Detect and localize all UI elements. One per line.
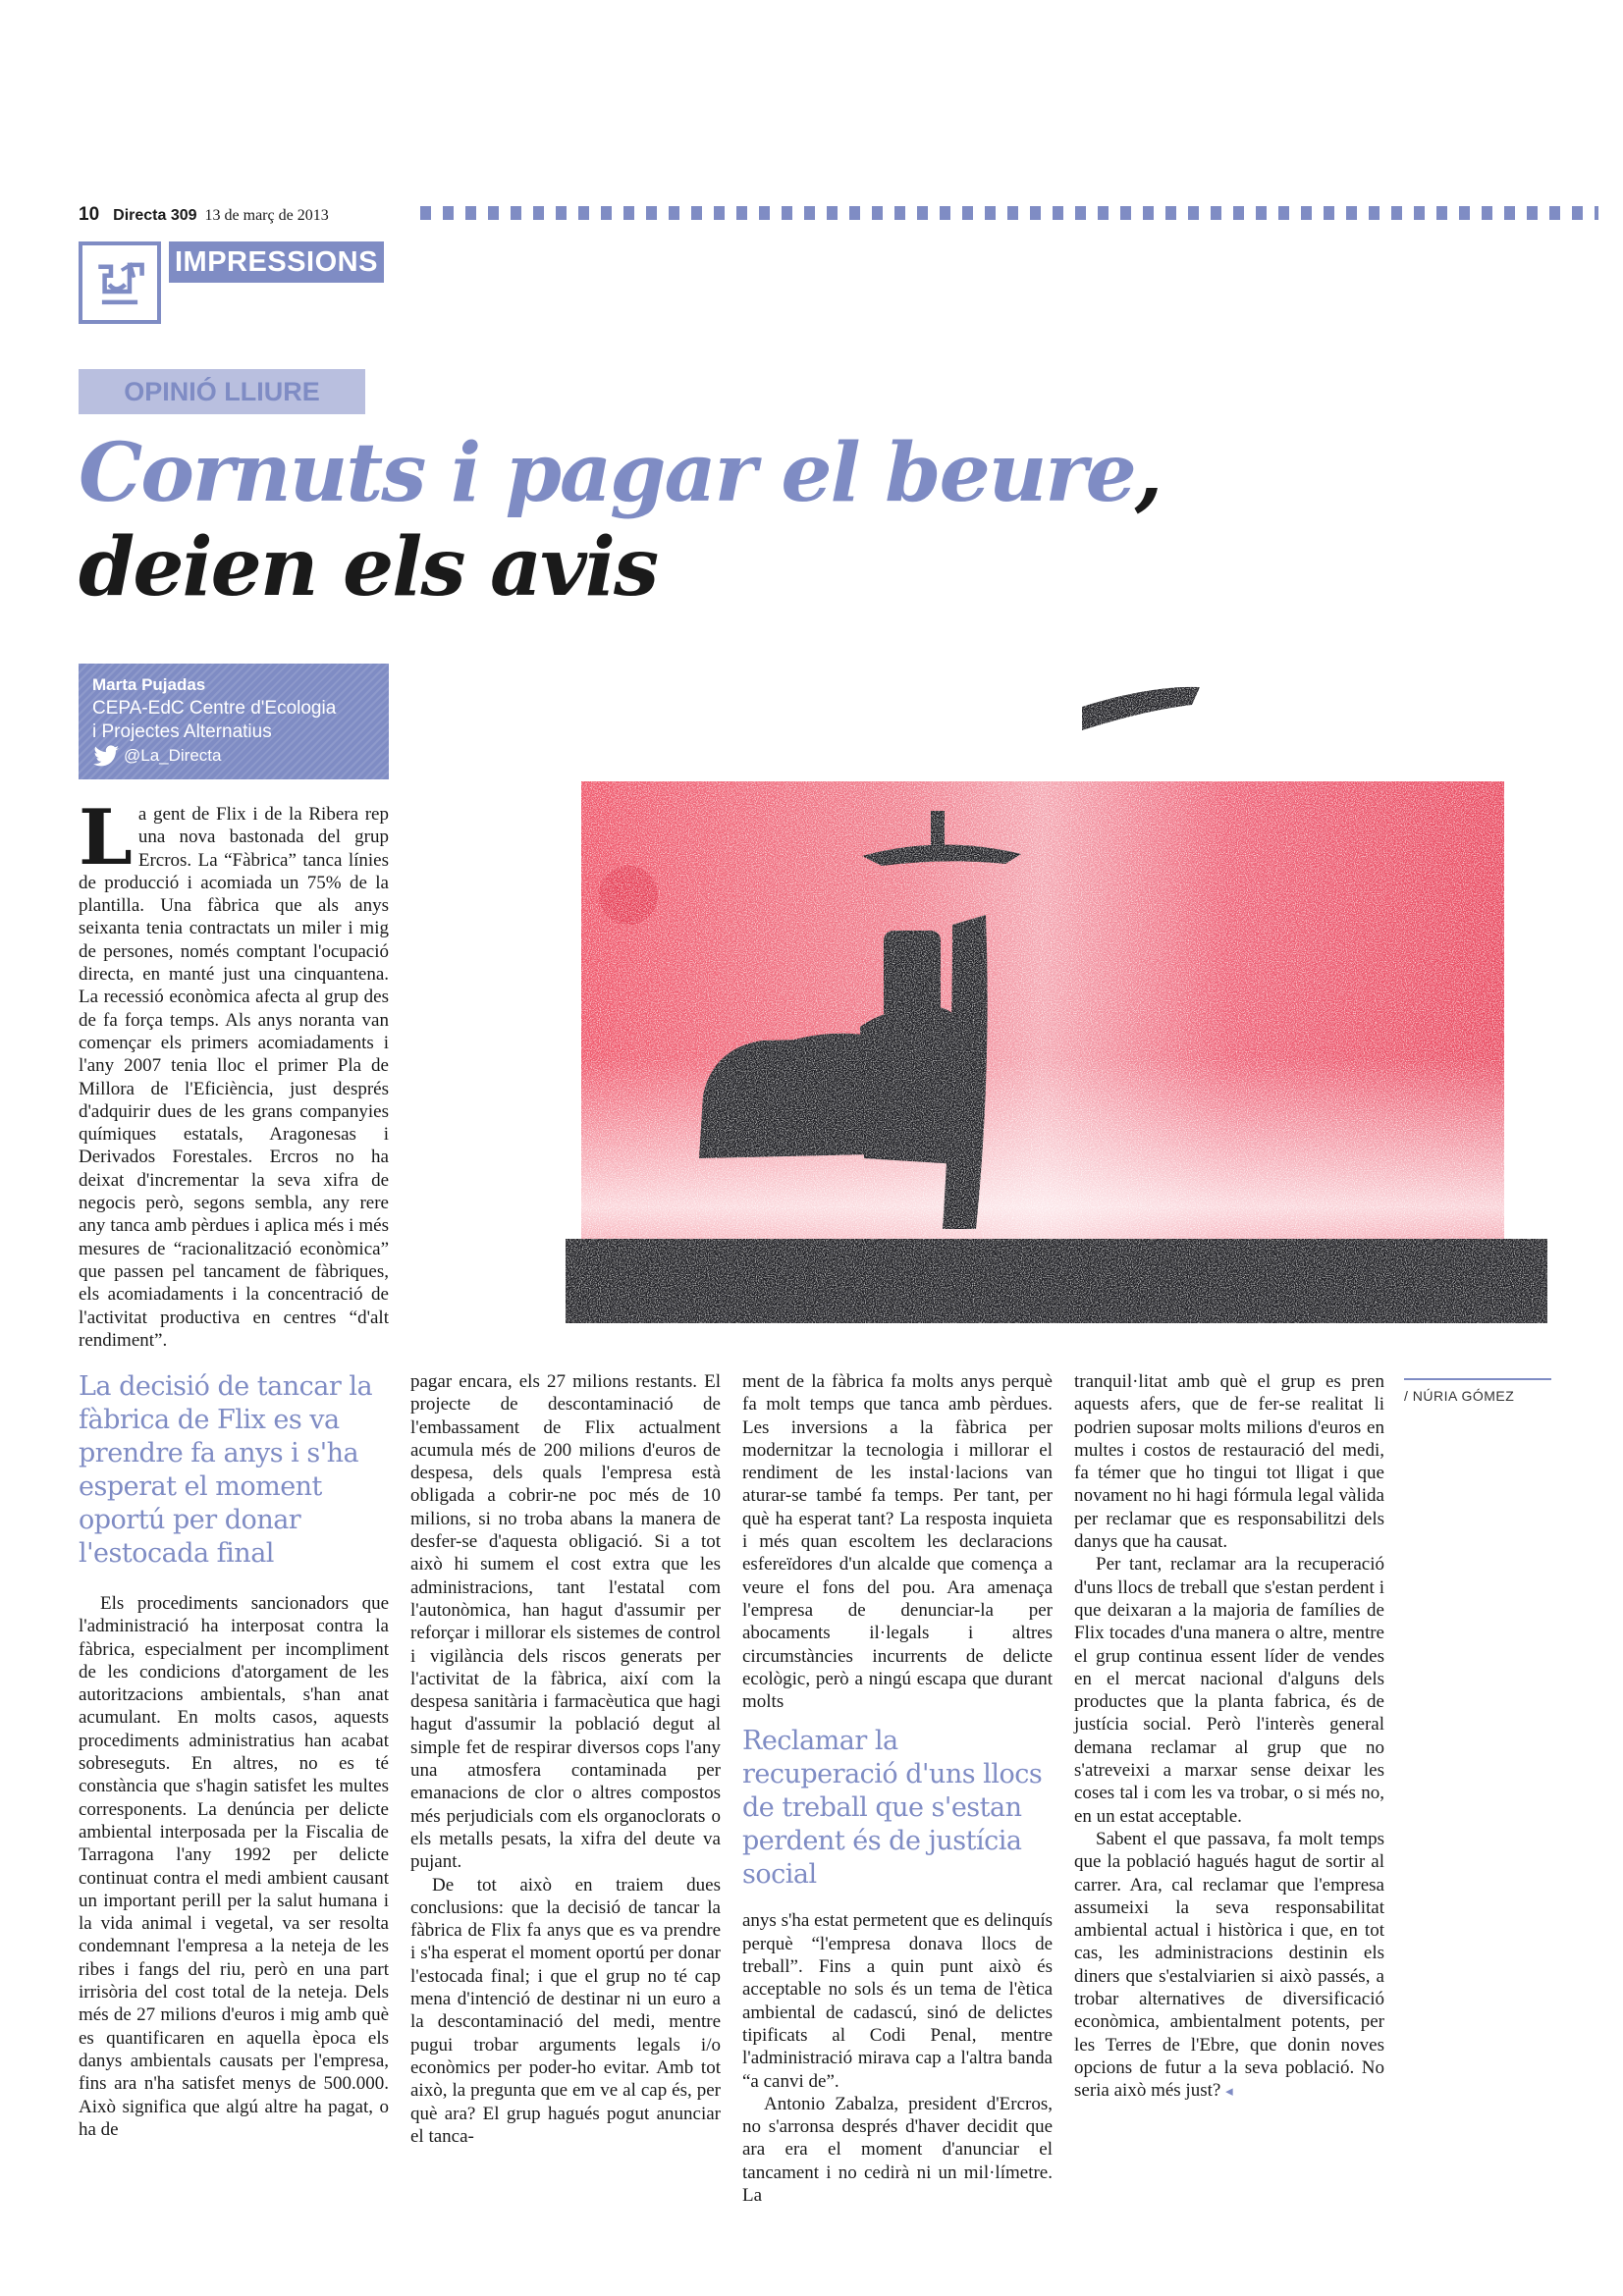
column-4 xyxy=(1074,1370,1384,2146)
end-mark-icon: ◂ xyxy=(1225,2084,1233,2101)
pull-quote: La decisió de tancar la fàbrica de Flix es va prendre fa anys i s'ha esperat el moment oportú per donar l'estocada final xyxy=(79,1371,373,1569)
publication-date: 13 de març de 2013 xyxy=(204,207,329,224)
twitter-handle[interactable]: @La_Directa xyxy=(92,744,375,768)
article-illustration xyxy=(526,664,1547,1351)
headline-line-1: Cornuts i pagar el beure, xyxy=(79,426,1162,520)
section-logo-icon xyxy=(79,241,161,324)
column-3 xyxy=(742,1370,1053,2207)
headline-line-2: deien els avis xyxy=(79,520,658,614)
paragraph: De tot això en traiem dues conclusions: que la decisió de tancar la fàbrica de Flix fa anys que es va prendre i s'ha esperat el moment oportú per donar l'estocada final; i que el grup no té cap mena d'intenció de destinar ni un euro a la descontaminació del medi, mentre pugui trobar arguments legals i/o econòmics per poder-ho evitar. Amb tot això, la pregunta que em ve al cap és, per què ara? El grup hagués pogut anunciar el tanca- xyxy=(410,1874,721,2147)
paragraph: Antonio Zabalza, president d'Ercros, no s'arronsa després d'haver decidit que ara era el moment d'anunciar el tancament i no cedirà ni un mil·límetre. La xyxy=(742,2093,1053,2207)
paragraph: tranquil·litat amb què el grup es pren aquests afers, que de fer-se realitat li podrien suposar molts milions d'euros en multes i costos de restauració del medi, fa témer que ho tingui tot lligat i que novament no hi hagi fórmula legal vàlida per reclamar que es responsabilitzi dels danys que ha causat. xyxy=(1074,1371,1384,1553)
paragraph: ment de la fàbrica fa molts anys perquè fa molt temps que tanca amb pèrdues. Les inversions a la fàbrica per modernitzar la tecnologia i millorar el rendiment de les instal·lacions van aturar-se també fa temps. Per tant, per què ha esperat tant? La resposta inquieta i més quan escoltem les declaracions esfereïdores d'un alcalde que comença a veure el fons del pou. Ara amenaça l'empresa de denunciar-la per abocaments il·legals i altres circumstàncies incurrents de delicte ecològic, però a ningú escapa que durant molts xyxy=(742,1371,1053,1713)
page-header xyxy=(79,204,329,230)
author-name: Marta Pujadas xyxy=(92,675,206,694)
twitter-bird-icon xyxy=(92,745,120,767)
pull-quote: Reclamar la recuperació d'uns llocs de treball que s'estan perdent és de justícia social xyxy=(742,1726,1043,1891)
byline-box xyxy=(79,664,389,779)
credit-rule xyxy=(1404,1378,1551,1380)
headline xyxy=(79,426,1551,614)
drop-cap: L xyxy=(79,793,133,882)
paragraph: pagar encara, els 27 milions restants. El projecte de descontaminació de l'embassament de Flix actualment acumula més de 200 milions d'euros de despesa, dels quals l'empresa està obligada a cobrir-ne poc més de 10 milions, si no troba abans la manera de desfer-se d'aquesta obligació. Si a tot això hi sumem el cost extra que les administracions, tant l'estatal com l'autonòmica, han hagut d'assumir per reforçar i millorar els sistemes de control i vigilància dels riscos generats per l'activitat de la fàbrica, així com la despesa sanitària i farmacèutica que hagi hagut d'assumir la població degut al simple fet de respirar diversos cops l'any una atmosfera contaminada per emanacions de clor o altres compostos més perjudicials com els organoclorats o els metalls pesats, la xifra del deute va pujant. xyxy=(410,1371,721,1873)
intro-column xyxy=(79,793,389,1351)
paragraph: anys s'ha estat permetent que es delinquís perquè “l'empresa donava llocs de treball”. Fins a quin punt això és acceptable no sols és un tema de l'ètica ambiental de cadascú, sinó de delictes tipificats al Codi Penal, mentre l'administració mirava cap a l'altra banda “a canvi de”. xyxy=(742,1910,1053,2092)
section-label: IMPRESSIONS xyxy=(169,241,384,283)
column-1 xyxy=(79,1370,389,2146)
intro-paragraph: La gent de Flix i de la Ribera rep una nova bastonada del grup Ercros. La “Fàbrica” tanca línies de producció i acomiada un 75% de la plantilla. Una fàbrica que als anys seixanta tenia contractats un miler i mig de persones, només comptant l'ocupació directa, en manté just una cinquantena. La recessió econòmica afecta al grup des de fa força temps. Als anys noranta van començar els primers acomiadaments i l'any 2007 tenia lloc el primer Pla de Millora de l'Eficiència, just després d'adquirir dues de les grans companyies químiques estatals, Aragonesas i Derivados Forestales. Ercros no ha deixat d'incrementar la seva xifra de negocis però, segons sembla, any rere any tanca amb pèrdues i aplica més i més mesures de “racionalització econòmica” que passen pel tancament de fàbriques, els acomiadaments i la concentració de l'activitat productiva en centres “d'alt rendiment”. xyxy=(79,793,389,1351)
paragraph: Per tant, reclamar ara la recuperació d'uns llocs de treball que s'estan perdent i que deixaran a la majoria de famílies de Flix tocades d'una manera o altre, mentre el grup continua essent líder de vendes en el mercat nacional d'alguns dels productes que la planta fabrica, és de justícia social. Però l'interès general demana reclamar al grup que no s'atreveixi a marxar sense deixar les coses tal i com les va trobar, o si més no, en un estat acceptable. xyxy=(1074,1554,1384,1827)
page-number: 10 xyxy=(79,204,100,225)
dotted-rule xyxy=(420,206,1598,220)
author-affiliation-2: i Projectes Alternatius xyxy=(92,721,272,742)
paragraph: Sabent el que passava, fa molt temps que la població hagués hagut de sortir al carrer. Ara, cal reclamar que l'empresa assumeixi la seva responsabilitat ambiental actual i històrica i que, en tot cas, les administracions destinin els diners que s'estalviarien si això passés, a trobar alternatives de diversificació econòmica, ambientalment potents, per les Terres de l'Ebre, que donin noves opcions de futur a la seva població. No seria això més just? ◂ xyxy=(1074,1828,1384,2102)
author-affiliation: CEPA-EdC Centre d'Ecologia xyxy=(92,698,337,719)
kicker-label: OPINIÓ LLIURE xyxy=(79,369,365,414)
paragraph: Els procediments sancionadors que l'administració ha interposat contra la fàbrica, especialment per incompliment de les condicions d'atorgament de les autoritzacions ambientals, s'han anat acumulant. En molts casos, aquests procediments administratius han acabat sobreseguts. En altres, no es té constància que s'hagin satisfet les multes corresponents. La denúncia per delicte ambiental interposada per la Fiscalia de Tarragona l'any 1992 per delicte continuat contra el medi ambient causant un important perill per la salut humana i la vida animal i vegetal, va ser resolta condemnant l'empresa a la neteja de les ribes i fangs del riu, però en una part irrisòria del cost total de la neteja. Dels més de 27 milions d'euros i mig amb què es quantificaren en aquella època els danys ambientals causats per l'empresa, fins ara n'ha satisfet menys de 500.000. Això significa que algú altre ha pagat, o ha de xyxy=(79,1593,389,2140)
illustration-credit: / NÚRIA GÓMEZ xyxy=(1404,1388,1515,1404)
column-2 xyxy=(410,1370,721,2146)
publication-name: Directa 309 xyxy=(113,207,197,224)
